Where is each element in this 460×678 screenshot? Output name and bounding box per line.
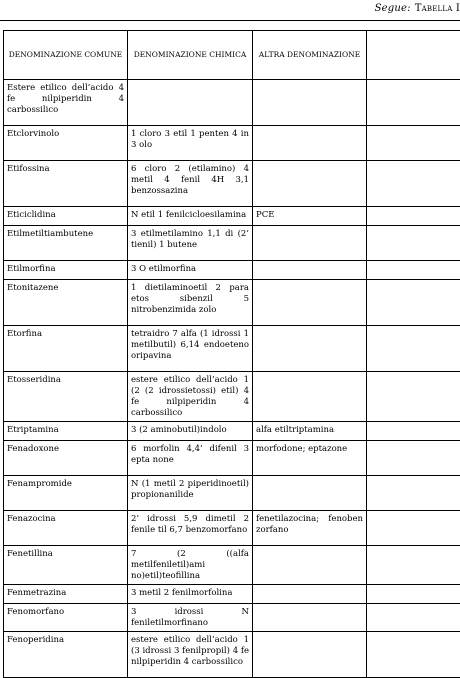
- cell-chimica: tetraidro 7 alfa (1 idrossi 1 metilbutil) 6,14 endoeteno oripavina: [128, 326, 253, 372]
- cell-altra: [253, 326, 367, 372]
- substances-table: [3, 30, 460, 678]
- cell-altra: PCE: [253, 207, 367, 226]
- cell-altra: [253, 585, 367, 604]
- table-row: [4, 422, 460, 441]
- cell-chimica: 3 O etilmorfina: [128, 261, 253, 280]
- cell-altra: fenetilazocina; fenoben zorfano: [253, 511, 367, 546]
- cell-chimica: [128, 80, 253, 126]
- cell-extra: [367, 546, 460, 585]
- page-header: [375, 3, 460, 19]
- table-header-row: [4, 31, 460, 80]
- table-row: [4, 441, 460, 476]
- cell-extra: [367, 280, 460, 326]
- cell-extra: [367, 326, 460, 372]
- cell-comune: Etilmetiltiambutene: [4, 226, 128, 261]
- cell-chimica: 3 (2 aminobutil)indolo: [128, 422, 253, 441]
- cell-altra: alfa etiltriptamina: [253, 422, 367, 441]
- table-row: [4, 476, 460, 511]
- cell-chimica: estere etilico dell’acido 1 (3 idrossi 3 fenilpropil) 4 fe nilpiperidin 4 carbossilico: [128, 632, 253, 678]
- table-row: [4, 632, 460, 678]
- cell-chimica: 7 (2 ((alfa metilfeniletil)ami no)etil)teofillina: [128, 546, 253, 585]
- cell-comune: Fenmetrazina: [4, 585, 128, 604]
- cell-comune: Etosseridina: [4, 372, 128, 422]
- cell-chimica: 2’ idrossi 5,9 dimetil 2 fenile til 6,7 benzomorfano: [128, 511, 253, 546]
- table-ref-label: Tabella I: [415, 3, 460, 14]
- table-row: [4, 207, 460, 226]
- cell-altra: [253, 604, 367, 632]
- cell-extra: [367, 207, 460, 226]
- cell-extra: [367, 476, 460, 511]
- cell-altra: [253, 126, 367, 161]
- cell-extra: [367, 226, 460, 261]
- cell-extra: [367, 126, 460, 161]
- cell-altra: [253, 226, 367, 261]
- cell-comune: Etorfina: [4, 326, 128, 372]
- table-row: [4, 261, 460, 280]
- table-row: [4, 161, 460, 207]
- cell-comune: Fenampromide: [4, 476, 128, 511]
- cell-altra: [253, 372, 367, 422]
- table-row: [4, 372, 460, 422]
- cell-comune: Eticiclidina: [4, 207, 128, 226]
- cell-comune: Fenazocina: [4, 511, 128, 546]
- cell-chimica: 3 idrossi N feniletilmorfinano: [128, 604, 253, 632]
- cell-comune: Fenoperidina: [4, 632, 128, 678]
- cell-chimica: N etil 1 fenilcicloesilamina: [128, 207, 253, 226]
- table-row: [4, 326, 460, 372]
- cell-altra: [253, 261, 367, 280]
- table-row: [4, 226, 460, 261]
- table-row: [4, 280, 460, 326]
- cell-comune: Etilmorfina: [4, 261, 128, 280]
- table-row: [4, 126, 460, 161]
- cell-extra: [367, 161, 460, 207]
- cell-chimica: 6 cloro 2 (etilamino) 4 metil 4 fenil 4H 3,1 benzossazina: [128, 161, 253, 207]
- cell-chimica: N (1 metil 2 piperidinoetil) propionanilide: [128, 476, 253, 511]
- cell-comune: Fenetillina: [4, 546, 128, 585]
- cell-altra: morfodone; eptazone: [253, 441, 367, 476]
- table-row: [4, 585, 460, 604]
- cell-comune: Fenomorfano: [4, 604, 128, 632]
- cell-chimica: 1 cloro 3 etil 1 penten 4 in 3 olo: [128, 126, 253, 161]
- cell-comune: Estere etilico dell’acido 4 fe nilpiperidin 4 carbossilico: [4, 80, 128, 126]
- cell-extra: [367, 585, 460, 604]
- cell-extra: [367, 80, 460, 126]
- cell-altra: [253, 632, 367, 678]
- table-row: [4, 80, 460, 126]
- cell-chimica: 1 dietilaminoetil 2 para etos sibenzil 5 nitrobenzimida zolo: [128, 280, 253, 326]
- cell-comune: Etifossina: [4, 161, 128, 207]
- cell-chimica: estere etilico dell’acido 1 (2 (2 idrossietossi) etil) 4 fe nilpiperidin 4 carbossilico: [128, 372, 253, 422]
- table-row: [4, 511, 460, 546]
- cell-chimica: 6 morfolin 4,4’ difenil 3 epta none: [128, 441, 253, 476]
- cell-extra: [367, 372, 460, 422]
- cell-extra: [367, 422, 460, 441]
- cell-extra: [367, 632, 460, 678]
- cell-extra: [367, 511, 460, 546]
- cell-altra: [253, 80, 367, 126]
- table-row: [4, 604, 460, 632]
- cell-altra: [253, 161, 367, 207]
- table-row: [4, 546, 460, 585]
- cell-comune: Etonitazene: [4, 280, 128, 326]
- cell-extra: [367, 441, 460, 476]
- column-header-extra: [367, 31, 460, 80]
- cell-extra: [367, 604, 460, 632]
- column-header-comune: DENOMINAZIONE COMUNE: [4, 31, 128, 80]
- cell-comune: Fenadoxone: [4, 441, 128, 476]
- column-header-chimica: DENOMINAZIONE CHIMICA: [128, 31, 253, 80]
- cell-chimica: 3 etilmetilamino 1,1 di (2’ tienil) 1 butene: [128, 226, 253, 261]
- cell-extra: [367, 261, 460, 280]
- cell-altra: [253, 546, 367, 585]
- cell-altra: [253, 280, 367, 326]
- cell-altra: [253, 476, 367, 511]
- cell-comune: Etriptamina: [4, 422, 128, 441]
- segue-label: Segue:: [375, 3, 411, 14]
- cell-comune: Etclorvinolo: [4, 126, 128, 161]
- column-header-altra: ALTRA DENOMINAZIONE: [253, 31, 367, 80]
- header-rule: [0, 20, 460, 21]
- cell-chimica: 3 metil 2 fenilmorfolina: [128, 585, 253, 604]
